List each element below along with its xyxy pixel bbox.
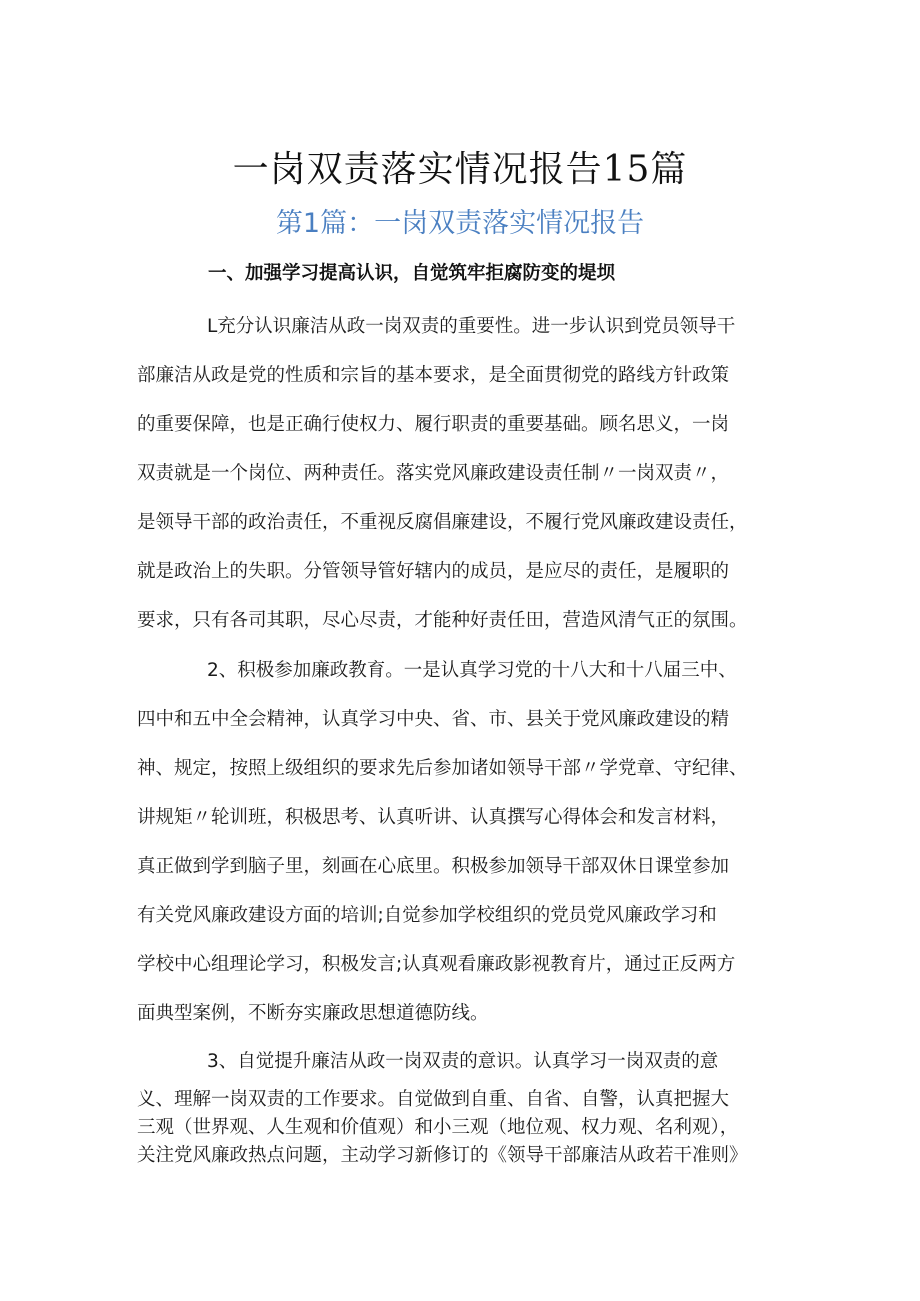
paragraph-4: [137, 1086, 797, 1170]
paragraph-line: 的重要保障，也是正确行使权力、履行职责的重要基础。顾名思义，一岗: [137, 414, 730, 435]
paragraph-line: 3、自觉提升廉洁从政一岗双责的意识。认真学习一岗双责的意: [207, 1051, 719, 1072]
paragraph-line: 神、规定，按照上级组织的要求先后参加诸如领导干部〃学党章、守纪律、: [137, 758, 748, 779]
paragraph-line: 部廉洁从政是党的性质和宗旨的基本要求，是全面贯彻党的路线方针政策: [137, 365, 730, 386]
paragraph-line: 四中和五中全会精神，认真学习中央、省、市、县关于党风廉政建设的精: [137, 709, 730, 730]
paragraph-line: 义、理解一岗双责的工作要求。自觉做到自重、自省、自警，认真把握大: [137, 1089, 730, 1110]
paragraph-2: [137, 646, 797, 1038]
paragraph-line: 2、积极参加廉政教育。一是认真学习党的十八大和十八届三中、: [207, 660, 737, 681]
paragraph-line: 学校中心组理论学习，积极发言;认真观看廉政影视教育片，通过正反两方: [137, 954, 736, 975]
paragraph-line: L充分认识廉洁从政一岗双责的重要性。进一步认识到党员领导干: [207, 316, 736, 337]
paragraph-line: 有关党风廉政建设方面的培训;自觉参加学校组织的党员党风廉政学习和: [137, 905, 717, 926]
paragraph-line: 是领导干部的政治责任，不重视反腐倡廉建设，不履行党风廉政建设责任，: [137, 512, 748, 533]
document-subtitle: 第1篇：一岗双责落实情况报告: [275, 208, 645, 239]
paragraph-line: 关注党风廉政热点问题，主动学习新修订的《领导干部廉洁从政若干准则》: [137, 1145, 748, 1166]
paragraph-3: [137, 1037, 797, 1086]
paragraph-line: 真正做到学到脑子里，刻画在心底里。积极参加领导干部双休日课堂参加: [137, 856, 730, 877]
paragraph-line: 讲规矩〃轮训班，积极思考、认真听讲、认真撰写心得体会和发言材料，: [137, 807, 730, 828]
paragraph-1: [137, 302, 797, 645]
paragraph-line: 面典型案例，不断夯实廉政思想道德防线。: [137, 1003, 489, 1024]
paragraph-line: 三观（世界观、人生观和价值观）和小三观（地位观、权力观、名利观），: [137, 1117, 739, 1138]
paragraph-line: 双责就是一个岗位、两种责任。落实党风廉政建设责任制〃一岗双责〃，: [137, 463, 730, 484]
section-heading: 一、加强学习提高认识，自觉筑牢拒腐防变的堤坝: [208, 263, 616, 284]
paragraph-line: 要求，只有各司其职，尽心尽责，才能种好责任田，营造风清气正的氛围。: [137, 610, 748, 631]
paragraph-line: 就是政治上的失职。分管领导管好辖内的成员，是应尽的责任，是履职的: [137, 561, 730, 582]
document-title: 一岗双责落实情况报告15篇: [232, 149, 688, 190]
